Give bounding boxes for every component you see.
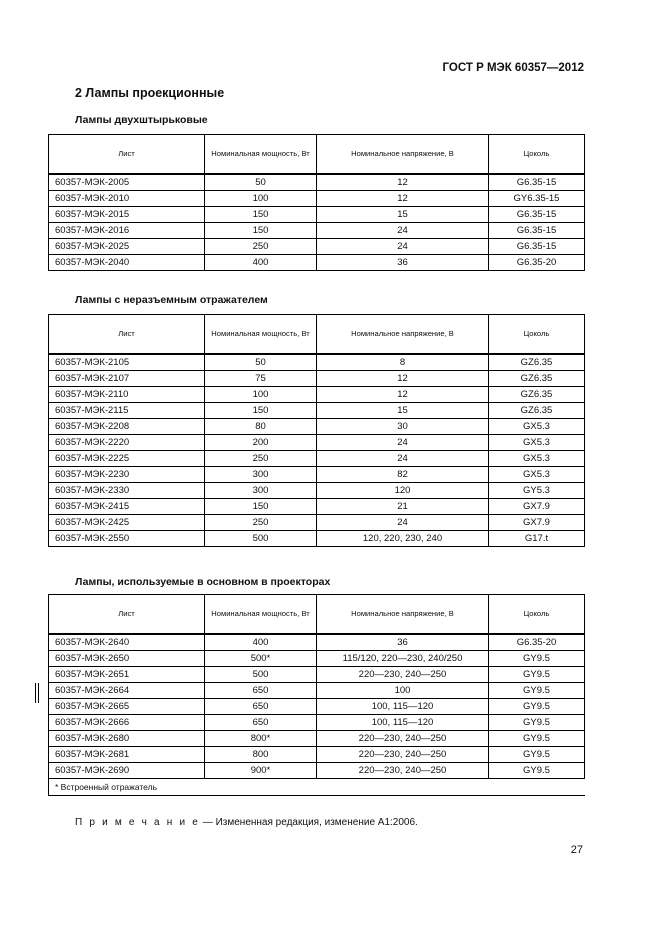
cell-base: GY9.5 xyxy=(489,731,585,747)
cell-sheet: 60357-МЭК-2208 xyxy=(49,419,205,435)
cell-sheet: 60357-МЭК-2016 xyxy=(49,223,205,239)
cell-voltage: 21 xyxy=(317,499,489,515)
cell-voltage: 220—230, 240—250 xyxy=(317,763,489,779)
cell-voltage: 15 xyxy=(317,403,489,419)
cell-sheet: 60357-МЭК-2681 xyxy=(49,747,205,763)
cell-sheet: 60357-МЭК-2425 xyxy=(49,515,205,531)
cell-base: GY9.5 xyxy=(489,763,585,779)
cell-sheet: 60357-МЭК-2010 xyxy=(49,191,205,207)
cell-base: G6.35-15 xyxy=(489,207,585,223)
cell-power: 650 xyxy=(205,715,317,731)
cell-sheet: 60357-МЭК-2025 xyxy=(49,239,205,255)
page-number: 27 xyxy=(570,844,583,856)
note xyxy=(75,817,418,828)
cell-voltage: 12 xyxy=(317,191,489,207)
cell-base: GY9.5 xyxy=(489,667,585,683)
cell-sheet: 60357-МЭК-2040 xyxy=(49,255,205,271)
cell-voltage: 120, 220, 230, 240 xyxy=(317,531,489,547)
table-row xyxy=(49,531,585,547)
table-row xyxy=(49,699,585,715)
cell-sheet: 60357-МЭК-2230 xyxy=(49,467,205,483)
cell-base: GX5.3 xyxy=(489,435,585,451)
cell-sheet: 60357-МЭК-2015 xyxy=(49,207,205,223)
cell-voltage: 15 xyxy=(317,207,489,223)
cell-voltage: 36 xyxy=(317,255,489,271)
cell-sheet: 60357-МЭК-2665 xyxy=(49,699,205,715)
table-row xyxy=(49,207,585,223)
cell-power: 650 xyxy=(205,699,317,715)
cell-base: GZ6.35 xyxy=(489,371,585,387)
cell-power: 800* xyxy=(205,731,317,747)
table-row xyxy=(49,715,585,731)
table-row xyxy=(49,435,585,451)
cell-base: GX5.3 xyxy=(489,451,585,467)
table-row xyxy=(49,515,585,531)
table-integral-reflector-lamps xyxy=(48,314,585,547)
cell-voltage: 12 xyxy=(317,371,489,387)
cell-power: 650 xyxy=(205,683,317,699)
cell-sheet: 60357-МЭК-2664 xyxy=(49,683,205,699)
cell-base: GX7.9 xyxy=(489,515,585,531)
cell-base: GX5.3 xyxy=(489,467,585,483)
cell-voltage: 115/120, 220—230, 240/250 xyxy=(317,651,489,667)
cell-base: GY9.5 xyxy=(489,715,585,731)
cell-base: G17.t xyxy=(489,531,585,547)
cell-power: 100 xyxy=(205,387,317,403)
table-title-two-pin: Лампы двухштырьковые xyxy=(75,114,208,126)
cell-sheet: 60357-МЭК-2666 xyxy=(49,715,205,731)
table-header-row xyxy=(49,135,585,175)
cell-voltage: 220—230, 240—250 xyxy=(317,747,489,763)
cell-base: GX7.9 xyxy=(489,499,585,515)
cell-power: 250 xyxy=(205,239,317,255)
cell-voltage: 12 xyxy=(317,387,489,403)
table-row xyxy=(49,747,585,763)
table-row xyxy=(49,763,585,779)
cell-voltage: 24 xyxy=(317,223,489,239)
table-row xyxy=(49,223,585,239)
cell-sheet: 60357-МЭК-2107 xyxy=(49,371,205,387)
cell-sheet: 60357-МЭК-2225 xyxy=(49,451,205,467)
cell-power: 250 xyxy=(205,451,317,467)
cell-base: GX5.3 xyxy=(489,419,585,435)
cell-voltage: 100 xyxy=(317,683,489,699)
cell-base: G6.35-15 xyxy=(489,174,585,191)
revision-change-bar xyxy=(38,683,39,703)
table-row xyxy=(49,174,585,191)
cell-voltage: 120 xyxy=(317,483,489,499)
cell-base: GY9.5 xyxy=(489,683,585,699)
cell-power: 500* xyxy=(205,651,317,667)
cell-base: G6.35-20 xyxy=(489,255,585,271)
table-row xyxy=(49,634,585,651)
revision-change-bar xyxy=(35,683,36,703)
cell-voltage: 100, 115—120 xyxy=(317,699,489,715)
table-row xyxy=(49,667,585,683)
cell-sheet: 60357-МЭК-2680 xyxy=(49,731,205,747)
note-label: П р и м е ч а н и е xyxy=(75,817,201,828)
col-header-power: Номинальная мощность, Вт xyxy=(205,135,317,175)
cell-base: G6.35-15 xyxy=(489,239,585,255)
cell-voltage: 24 xyxy=(317,451,489,467)
cell-power: 150 xyxy=(205,499,317,515)
cell-power: 150 xyxy=(205,223,317,239)
cell-base: GZ6.35 xyxy=(489,354,585,371)
cell-sheet: 60357-МЭК-2220 xyxy=(49,435,205,451)
table-title-projector-lamps: Лампы, используемые в основном в проекторах xyxy=(75,576,331,588)
table-row xyxy=(49,483,585,499)
cell-power: 250 xyxy=(205,515,317,531)
table-projector-lamps xyxy=(48,594,585,796)
col-header-sheet: Лист xyxy=(49,315,205,355)
table-row xyxy=(49,499,585,515)
cell-base: G6.35-15 xyxy=(489,223,585,239)
table-row xyxy=(49,731,585,747)
cell-voltage: 30 xyxy=(317,419,489,435)
cell-sheet: 60357-МЭК-2115 xyxy=(49,403,205,419)
cell-sheet: 60357-МЭК-2650 xyxy=(49,651,205,667)
cell-base: GZ6.35 xyxy=(489,403,585,419)
cell-sheet: 60357-МЭК-2415 xyxy=(49,499,205,515)
cell-power: 200 xyxy=(205,435,317,451)
cell-power: 75 xyxy=(205,371,317,387)
cell-power: 50 xyxy=(205,354,317,371)
cell-power: 100 xyxy=(205,191,317,207)
cell-sheet: 60357-МЭК-2105 xyxy=(49,354,205,371)
cell-base: GY9.5 xyxy=(489,747,585,763)
col-header-base: Цоколь xyxy=(489,595,585,635)
cell-base: GZ6.35 xyxy=(489,387,585,403)
table-row xyxy=(49,387,585,403)
note-text: — Измененная редакция, изменение А1:2006. xyxy=(200,817,418,828)
cell-voltage: 82 xyxy=(317,467,489,483)
cell-power: 800 xyxy=(205,747,317,763)
cell-power: 300 xyxy=(205,467,317,483)
cell-voltage: 100, 115—120 xyxy=(317,715,489,731)
cell-sheet: 60357-МЭК-2330 xyxy=(49,483,205,499)
cell-base: GY9.5 xyxy=(489,651,585,667)
table-row xyxy=(49,683,585,699)
table-header-row xyxy=(49,315,585,355)
table-header-row xyxy=(49,595,585,635)
col-header-voltage: Номинальное напряжение, В xyxy=(317,315,489,355)
col-header-base: Цоколь xyxy=(489,135,585,175)
cell-sheet: 60357-МЭК-2651 xyxy=(49,667,205,683)
table-row xyxy=(49,354,585,371)
cell-voltage: 220—230, 240—250 xyxy=(317,667,489,683)
cell-voltage: 36 xyxy=(317,634,489,651)
cell-voltage: 8 xyxy=(317,354,489,371)
cell-voltage: 220—230, 240—250 xyxy=(317,731,489,747)
cell-power: 500 xyxy=(205,531,317,547)
table-row xyxy=(49,403,585,419)
table-title-integral-reflector: Лампы с неразъемным отражателем xyxy=(75,294,268,306)
cell-power: 150 xyxy=(205,207,317,223)
cell-power: 300 xyxy=(205,483,317,499)
col-header-power: Номинальная мощность, Вт xyxy=(205,315,317,355)
standard-designation: ГОСТ Р МЭК 60357—2012 xyxy=(442,62,584,74)
col-header-sheet: Лист xyxy=(49,595,205,635)
table-row xyxy=(49,239,585,255)
section-title: 2 Лампы проекционные xyxy=(75,86,225,100)
cell-power: 80 xyxy=(205,419,317,435)
cell-base: G6.35-20 xyxy=(489,634,585,651)
cell-sheet: 60357-МЭК-2640 xyxy=(49,634,205,651)
table-row xyxy=(49,419,585,435)
cell-power: 500 xyxy=(205,667,317,683)
cell-base: GY9.5 xyxy=(489,699,585,715)
table-row xyxy=(49,191,585,207)
cell-sheet: 60357-МЭК-2110 xyxy=(49,387,205,403)
table-two-pin-lamps xyxy=(48,134,585,271)
cell-power: 400 xyxy=(205,634,317,651)
table-row xyxy=(49,255,585,271)
cell-base: GY6.35-15 xyxy=(489,191,585,207)
col-header-voltage: Номинальное напряжение, В xyxy=(317,595,489,635)
cell-sheet: 60357-МЭК-2550 xyxy=(49,531,205,547)
cell-sheet: 60357-МЭК-2690 xyxy=(49,763,205,779)
col-header-voltage: Номинальное напряжение, В xyxy=(317,135,489,175)
cell-voltage: 24 xyxy=(317,239,489,255)
cell-power: 900* xyxy=(205,763,317,779)
footnote-integral-reflector: * Встроенный отражатель xyxy=(49,779,585,796)
table-row xyxy=(49,451,585,467)
col-header-power: Номинальная мощность, Вт xyxy=(205,595,317,635)
cell-voltage: 24 xyxy=(317,435,489,451)
cell-base: GY5.3 xyxy=(489,483,585,499)
table-row xyxy=(49,371,585,387)
cell-power: 400 xyxy=(205,255,317,271)
table-row xyxy=(49,651,585,667)
cell-sheet: 60357-МЭК-2005 xyxy=(49,174,205,191)
cell-voltage: 12 xyxy=(317,174,489,191)
footnote-row xyxy=(49,779,585,796)
cell-power: 150 xyxy=(205,403,317,419)
col-header-sheet: Лист xyxy=(49,135,205,175)
cell-power: 50 xyxy=(205,174,317,191)
table-row xyxy=(49,467,585,483)
col-header-base: Цоколь xyxy=(489,315,585,355)
cell-voltage: 24 xyxy=(317,515,489,531)
